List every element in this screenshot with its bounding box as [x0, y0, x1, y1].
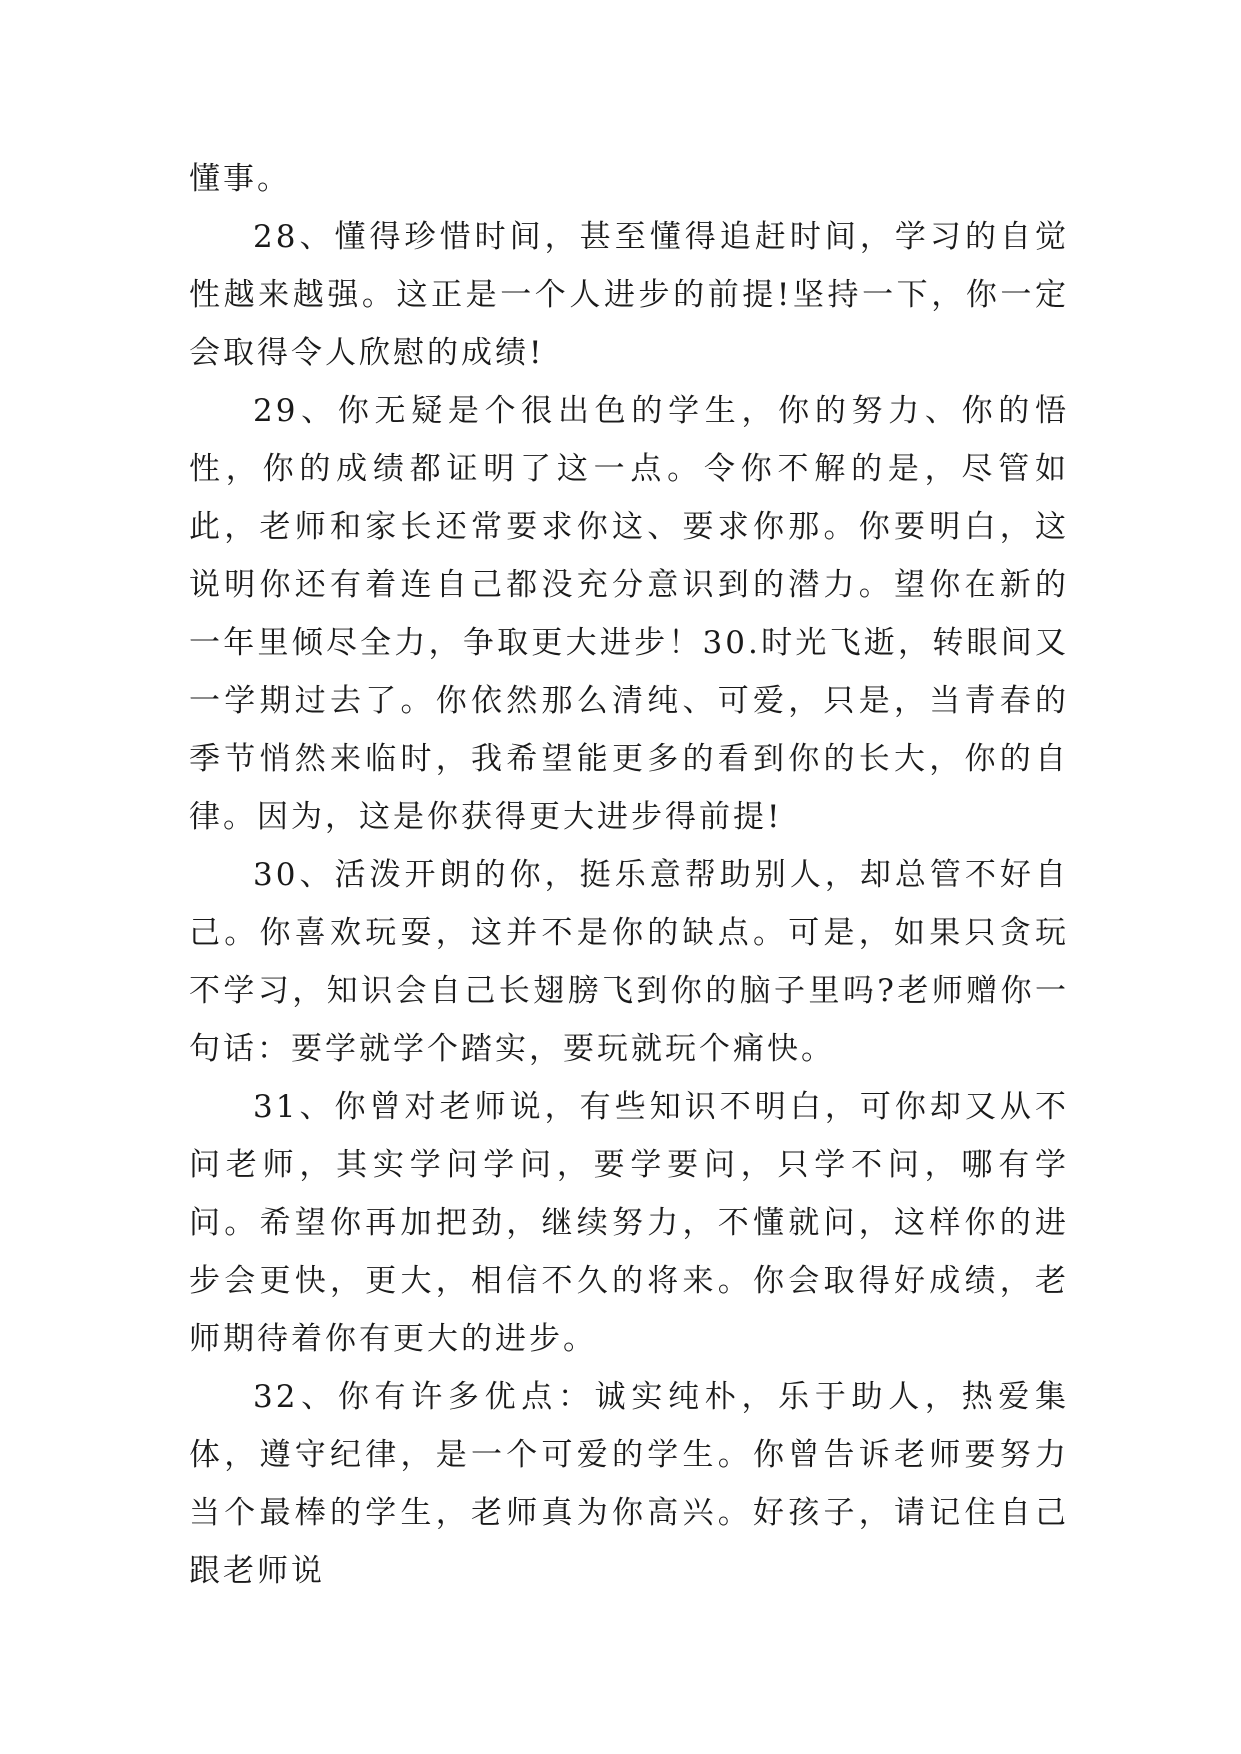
paragraph-32: 32、你有许多优点：诚实纯朴，乐于助人，热爱集体，遵守纪律，是一个可爱的学生。你曾告诉老师要努力当个最棒的学生，老师真为你高兴。好孩子，请记住自己跟老师说 — [189, 1379, 1069, 1589]
document-body — [189, 150, 1069, 1600]
paragraph-30: 30、活泼开朗的你，挺乐意帮助别人，却总管不好自己。你喜欢玩耍，这并不是你的缺点。可是，如果只贪玩不学习，知识会自己长翅膀飞到你的脑子里吗?老师赠你一句话：要学就学个踏实，要玩就玩个痛快。 — [189, 857, 1069, 1067]
paragraph-28: 28、懂得珍惜时间，甚至懂得追赶时间，学习的自觉性越来越强。这正是一个人进步的前提!坚持一下，你一定会取得令人欣慰的成绩! — [189, 219, 1069, 371]
paragraph-29: 29、你无疑是个很出色的学生，你的努力、你的悟性，你的成绩都证明了这一点。令你不解的是，尽管如此，老师和家长还常要求你这、要求你那。你要明白，这说明你还有着连自己都没充分意识到的潜力。望你在新的一年里倾尽全力，争取更大进步！30.时光飞逝，转眼间又一学期过去了。你依然那么清纯、可爱，只是，当青春的季节悄然来临时，我希望能更多的看到你的长大，你的自律。因为，这是你获得更大进步得前提! — [189, 393, 1069, 835]
paragraph-31: 31、你曾对老师说，有些知识不明白，可你却又从不问老师，其实学问学问，要学要问，只学不问，哪有学问。希望你再加把劲，继续努力，不懂就问，这样你的进步会更快，更大，相信不久的将来。你会取得好成绩，老师期待着你有更大的进步。 — [189, 1089, 1069, 1357]
paragraph-continuation: 懂事。 — [189, 161, 291, 197]
